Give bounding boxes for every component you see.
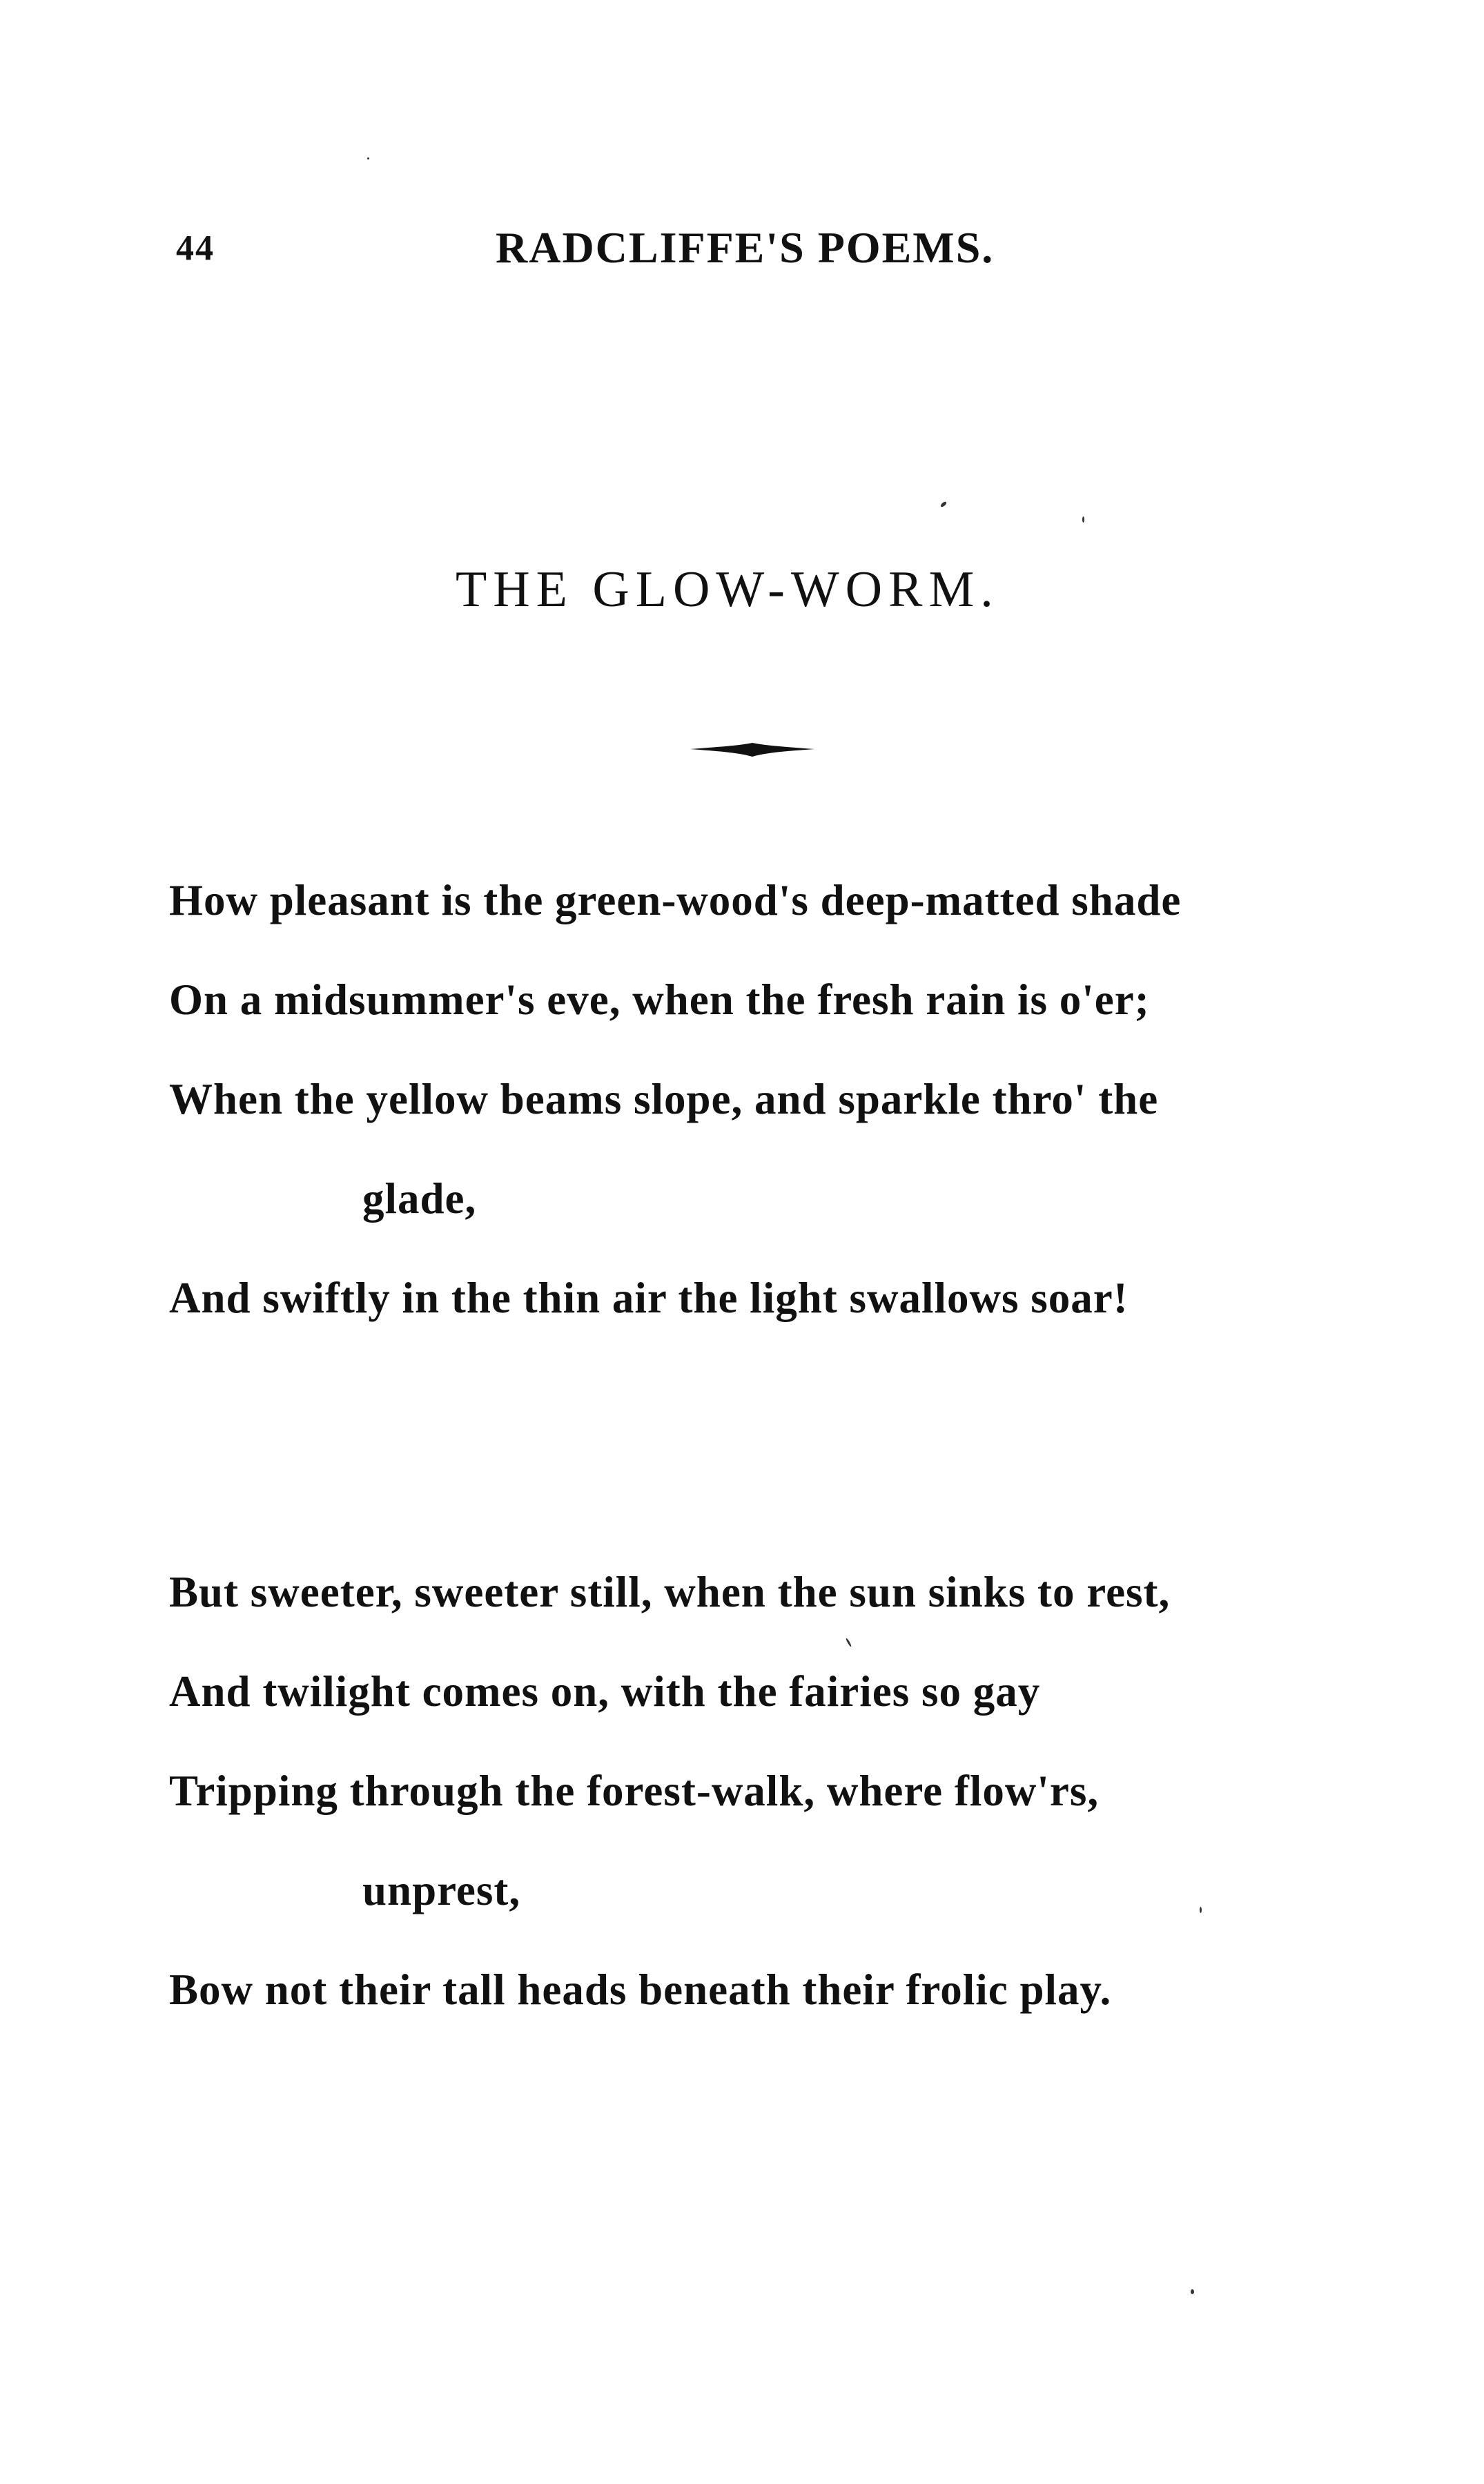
print-speck: [846, 1638, 852, 1647]
print-speck: [940, 501, 948, 507]
stanza-1-line-4: And swiftly in the thin air the light swallows soar!: [169, 1274, 1129, 1322]
stanza-2-line-4: Bow not their tall heads beneath their frolic play.: [169, 1966, 1112, 2014]
stanza-2-line-3-continuation: unprest,: [362, 1866, 521, 1914]
stanza-2-line-1: But sweeter, sweeter still, when the sun sinks to rest,: [169, 1568, 1171, 1616]
stanza-1-line-3: When the yellow beams slope, and sparkle thro' the: [169, 1075, 1159, 1123]
stanza-2-line-2: And twilight comes on, with the fairies so gay: [169, 1667, 1041, 1716]
stanza-1-line-2: On a midsummer's eve, when the fresh rain is o'er;: [169, 976, 1150, 1024]
stanza-1-line-1: How pleasant is the green-wood's deep-matted shade: [169, 876, 1182, 924]
tapered-rule-ornament-icon: [690, 739, 814, 759]
print-speck: [367, 157, 369, 159]
poem-title: THE GLOW-WORM.: [456, 561, 999, 618]
print-speck: [1200, 1907, 1202, 1913]
running-title: RADCLIFFE'S POEMS.: [496, 223, 995, 272]
print-speck: [1082, 516, 1084, 523]
page-number: 44: [176, 229, 215, 268]
stanza-2-line-3: Tripping through the forest-walk, where flow'rs,: [169, 1767, 1100, 1815]
print-speck: [1191, 2289, 1194, 2294]
stanza-1-line-3-continuation: glade,: [362, 1174, 477, 1223]
